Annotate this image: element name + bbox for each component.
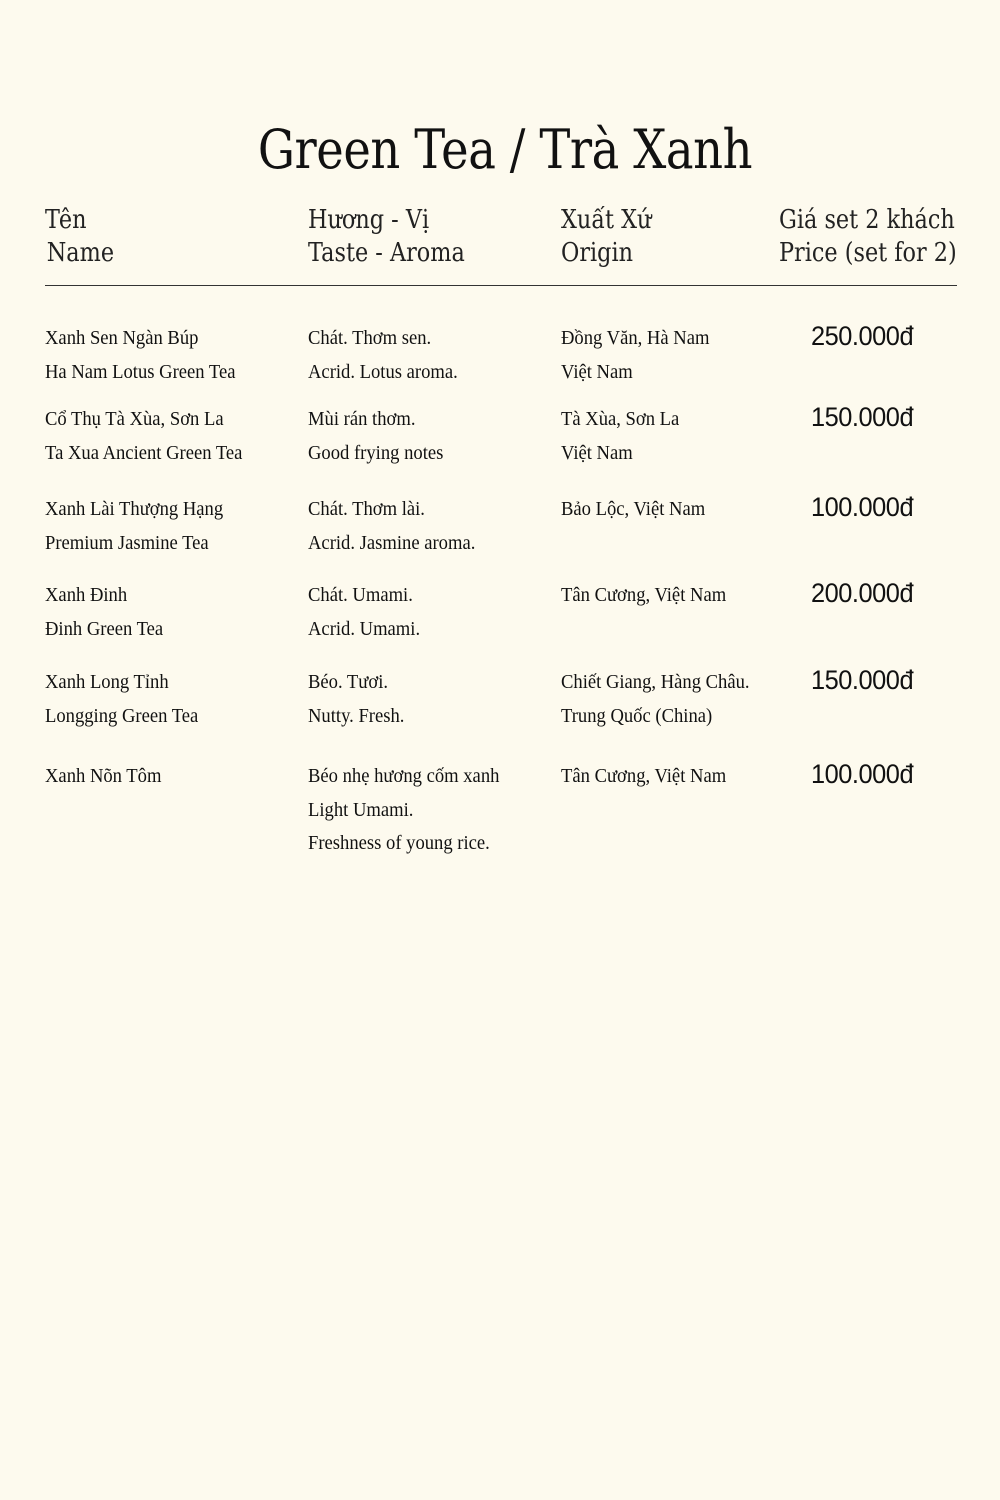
header-name-en: Name [46, 238, 115, 268]
item-origin-place: Bảo Lộc, Việt Nam [561, 498, 706, 520]
item-taste [308, 666, 404, 733]
item-origin-country: Việt Nam [561, 441, 633, 464]
item-taste-vi: Béo nhẹ hương cốm xanh [308, 765, 500, 787]
item-origin-place: Chiết Giang, Hàng Châu. [561, 671, 750, 693]
item-origin [561, 493, 705, 527]
item-name-vi: Cổ Thụ Tà Xùa, Sơn La [45, 408, 224, 430]
header-name [45, 204, 114, 270]
item-origin [561, 666, 750, 733]
item-taste-en: Light Umami. [308, 798, 414, 821]
item-price: 150.000đ [811, 665, 914, 695]
header-price-vi: Giá set 2 khách [779, 205, 955, 235]
item-price: 250.000đ [811, 321, 914, 351]
item-price: 200.000đ [811, 578, 914, 608]
item-taste [308, 403, 443, 470]
item-name-vi: Xanh Sen Ngàn Búp [45, 327, 199, 349]
item-name-en: Ha Nam Lotus Green Tea [45, 360, 236, 383]
item-taste-vi: Chát. Thơm sen. [308, 327, 432, 349]
item-name [45, 579, 163, 646]
item-price: 100.000đ [811, 492, 914, 522]
item-taste [308, 579, 420, 646]
item-origin-place: Đồng Văn, Hà Nam [561, 327, 710, 349]
item-taste-vi: Mùi rán thơm. [308, 408, 416, 430]
header-price [779, 204, 957, 270]
item-name [45, 493, 223, 560]
item-taste [308, 760, 499, 861]
header-origin-vi: Xuất Xứ [561, 205, 652, 235]
item-origin-country: Trung Quốc (China) [561, 704, 713, 727]
item-origin-place: Tân Cương, Việt Nam [561, 584, 727, 606]
item-name [45, 322, 235, 389]
item-name [45, 666, 198, 733]
item-taste-vi: Chát. Thơm lài. [308, 498, 425, 520]
item-taste [308, 493, 475, 560]
item-taste-en: Good frying notes [308, 441, 444, 464]
page-title: Green Tea / Trà Xanh [257, 118, 753, 182]
item-name-en: Ta Xua Ancient Green Tea [45, 441, 243, 464]
item-name [45, 760, 161, 794]
item-name-vi: Xanh Đinh [45, 584, 128, 606]
item-price: 100.000đ [811, 759, 914, 789]
item-taste-vi: Chát. Umami. [308, 584, 413, 606]
item-name-vi: Xanh Nõn Tôm [45, 765, 162, 787]
item-origin [561, 579, 726, 613]
item-taste-en-2: Freshness of young rice. [308, 832, 490, 854]
item-name-en: Đinh Green Tea [45, 617, 164, 640]
item-origin-place: Tà Xùa, Sơn La [561, 408, 680, 430]
item-taste-en: Acrid. Jasmine aroma. [308, 531, 476, 554]
item-origin [561, 322, 709, 389]
item-origin [561, 403, 679, 470]
item-name-vi: Xanh Lài Thượng Hạng [45, 498, 224, 520]
item-taste-vi: Béo. Tươi. [308, 671, 389, 693]
item-taste [308, 322, 458, 389]
item-taste-en: Acrid. Umami. [308, 617, 421, 640]
item-taste-en: Acrid. Lotus aroma. [308, 360, 458, 383]
header-taste-en: Taste - Aroma [308, 238, 465, 268]
item-name-en: Longging Green Tea [45, 704, 199, 727]
item-taste-en: Nutty. Fresh. [308, 704, 405, 727]
item-name-en: Premium Jasmine Tea [45, 531, 209, 554]
header-divider [45, 285, 957, 286]
item-name-vi: Xanh Long Tỉnh [45, 671, 169, 693]
header-taste-vi: Hương - Vị [308, 205, 430, 235]
item-name [45, 403, 242, 470]
header-origin [561, 204, 651, 270]
item-origin-place: Tân Cương, Việt Nam [561, 765, 727, 787]
item-origin [561, 760, 726, 794]
header-name-vi: Tên [45, 205, 87, 235]
item-origin-country: Việt Nam [561, 360, 633, 383]
header-origin-en: Origin [561, 238, 634, 268]
item-price: 150.000đ [811, 402, 914, 432]
header-price-en: Price (set for 2) [779, 238, 957, 268]
header-taste [308, 204, 465, 270]
